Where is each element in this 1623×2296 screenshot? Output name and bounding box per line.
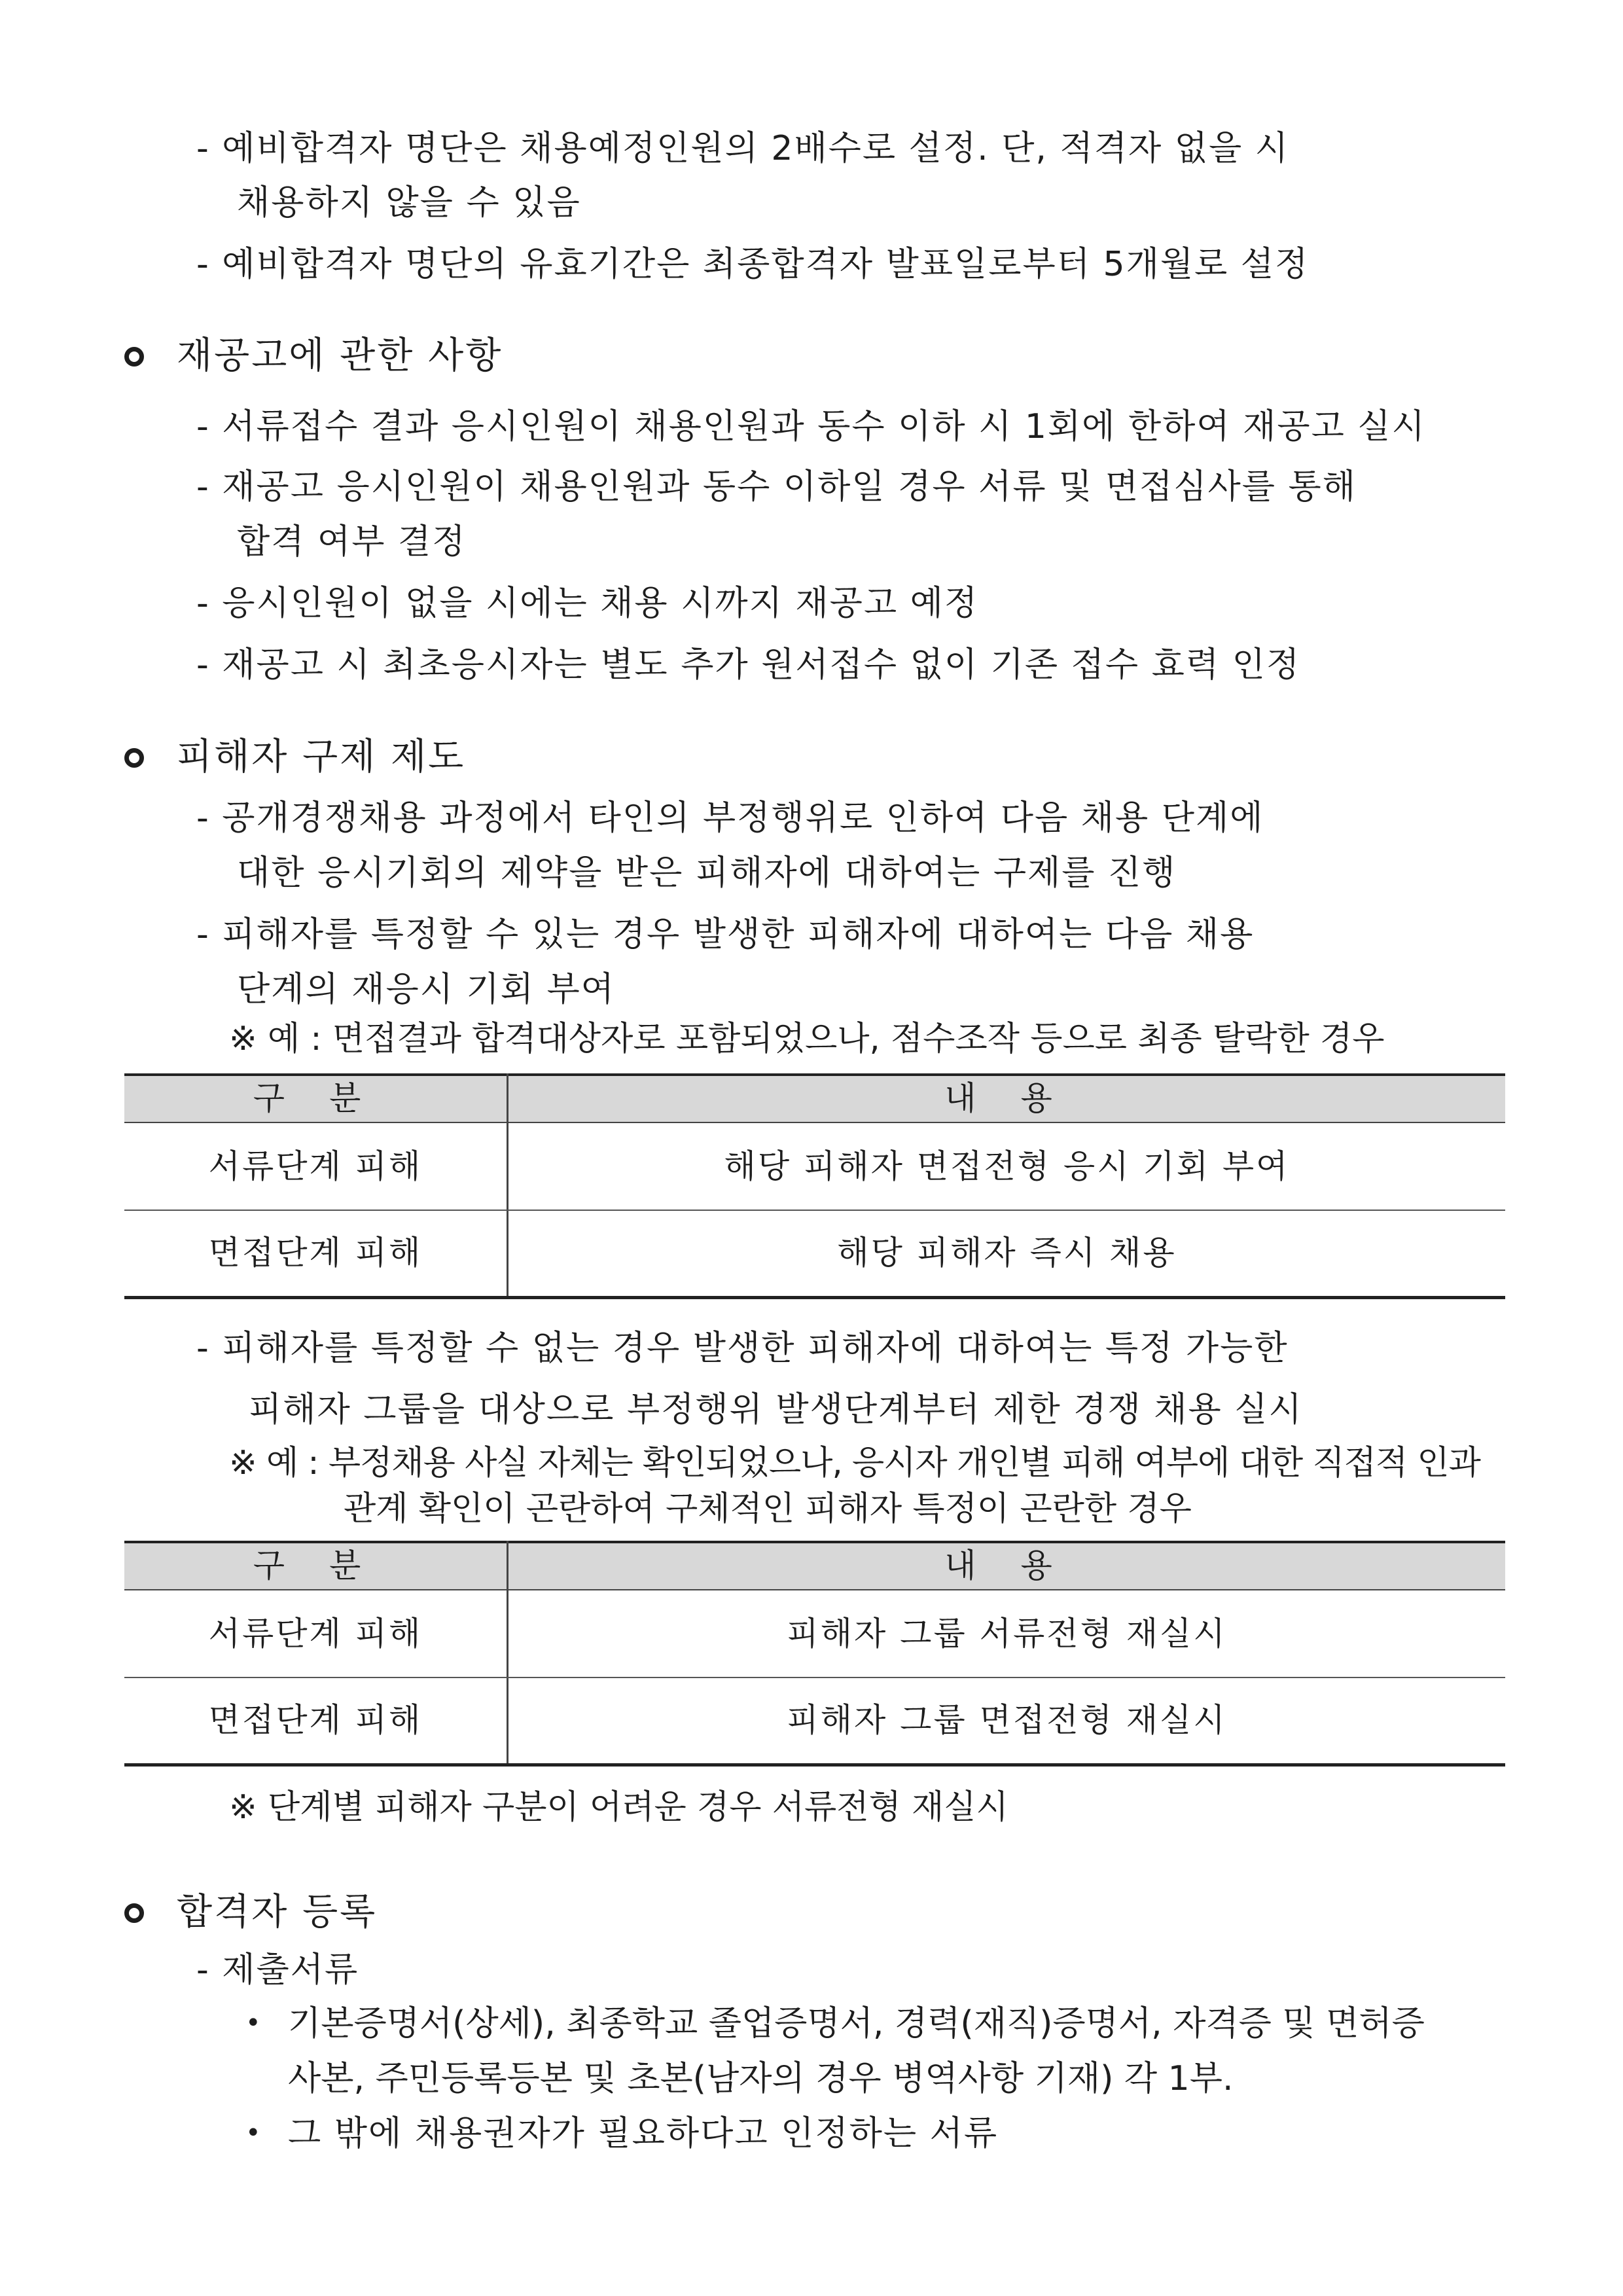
repost-line-5: - 재공고 시 최초응시자는 별도 추가 원서접수 없이 기존 접수 효력 인정 <box>196 645 1301 685</box>
victim-line-2: 대한 응시기회의 제약을 받은 피해자에 대하여는 구제를 진행 <box>237 853 1177 893</box>
register-bullet-1-line-1: 기본증명서(상세), 최종학교 졸업증명서, 경력(재직)증명서, 자격증 및 면허증 <box>288 2004 1425 2043</box>
repost-line-1: - 서류접수 결과 응시인원이 채용인원과 동수 이하 시 1회에 한하여 재공고 실시 <box>196 407 1426 446</box>
table-header-content: 내 용 <box>944 1079 1069 1117</box>
reserve-line-1: - 예비합격자 명단은 채용예정인원의 2배수로 설정. 단, 적격자 없을 시 <box>196 129 1289 168</box>
bullet-dot-icon: • <box>245 2008 261 2038</box>
victim-line-4: 단계의 재응시 기회 부여 <box>237 970 615 1009</box>
table-row-1-content: 피해자 그룹 서류전형 재실시 <box>787 1615 1227 1653</box>
register-bullet-1-line-2: 사본, 주민등록등본 및 초본(남자의 경우 병역사항 기재) 각 1부. <box>288 2059 1234 2098</box>
circle-bullet-icon <box>124 748 144 768</box>
victim-footnote: ※ 단계별 피해자 구분이 어려운 경우 서류전형 재실시 <box>229 1788 1008 1827</box>
register-subheading: - 제출서류 <box>196 1950 359 1990</box>
table-row-1-category: 서류단계 피해 <box>208 1147 423 1185</box>
victim-example-note-2b: 관계 확인이 곤란하여 구체적인 피해자 특정이 곤란한 경우 <box>344 1490 1192 1528</box>
circle-bullet-icon <box>124 347 144 367</box>
register-section-title: 합격자 등록 <box>177 1891 378 1933</box>
circle-bullet-icon <box>124 1903 144 1923</box>
table-row-2-category: 면접단계 피해 <box>208 1701 423 1739</box>
victim-line-1: - 공개경쟁채용 과정에서 타인의 부정행위로 인하여 다음 채용 단계에 <box>196 798 1264 838</box>
table-row-1-content: 해당 피해자 면접전형 응시 기회 부여 <box>724 1147 1290 1185</box>
victim-line-6: 피해자 그룹을 대상으로 부정행위 발생단계부터 제한 경쟁 채용 실시 <box>249 1390 1303 1429</box>
victim-line-3: - 피해자를 특정할 수 있는 경우 발생한 피해자에 대하여는 다음 채용 <box>196 915 1255 954</box>
bullet-dot-icon: • <box>245 2118 261 2148</box>
table-row-2-content: 피해자 그룹 면접전형 재실시 <box>787 1701 1227 1739</box>
table-bottom-rule <box>124 1763 1505 1767</box>
row-divider <box>124 1677 1505 1678</box>
table-header-category: 구 분 <box>253 1547 378 1585</box>
table-row-2-content: 해당 피해자 즉시 채용 <box>837 1234 1177 1272</box>
reserve-line-2: 채용하지 않을 수 있음 <box>237 183 581 223</box>
victim-example-note: ※ 예 : 면접결과 합격대상자로 포함되었으나, 점수조작 등으로 최종 탈락한 경우 <box>229 1020 1385 1058</box>
table-row-1-category: 서류단계 피해 <box>208 1615 423 1653</box>
repost-line-3: 합격 여부 결정 <box>237 522 467 562</box>
victim-example-note-2a: ※ 예 : 부정채용 사실 자체는 확인되었으나, 응시자 개인별 피해 여부에 대한 직접적 인과 <box>229 1444 1480 1482</box>
relief-table-1 <box>124 1073 1505 1299</box>
row-divider <box>124 1210 1505 1211</box>
table-header-category: 구 분 <box>253 1079 378 1117</box>
victim-section-title: 피해자 구제 제도 <box>177 736 466 778</box>
repost-section-title: 재공고에 관한 사항 <box>177 334 503 377</box>
table-bottom-rule <box>124 1296 1505 1299</box>
register-bullet-2: 그 밖에 채용권자가 필요하다고 인정하는 서류 <box>288 2114 999 2153</box>
table-header-content: 내 용 <box>944 1547 1069 1585</box>
repost-line-2: - 재공고 응시인원이 채용인원과 동수 이하일 경우 서류 및 면접심사를 통해 <box>196 467 1357 507</box>
table-row-2-category: 면접단계 피해 <box>208 1234 423 1272</box>
repost-line-4: - 응시인원이 없을 시에는 채용 시까지 재공고 예정 <box>196 584 979 623</box>
victim-line-5: - 피해자를 특정할 수 없는 경우 발생한 피해자에 대하여는 특정 가능한 <box>196 1329 1289 1368</box>
relief-table-2 <box>124 1541 1505 1766</box>
reserve-line-3: - 예비합격자 명단의 유효기간은 최종합격자 발표일로부터 5개월로 설정 <box>196 245 1310 284</box>
